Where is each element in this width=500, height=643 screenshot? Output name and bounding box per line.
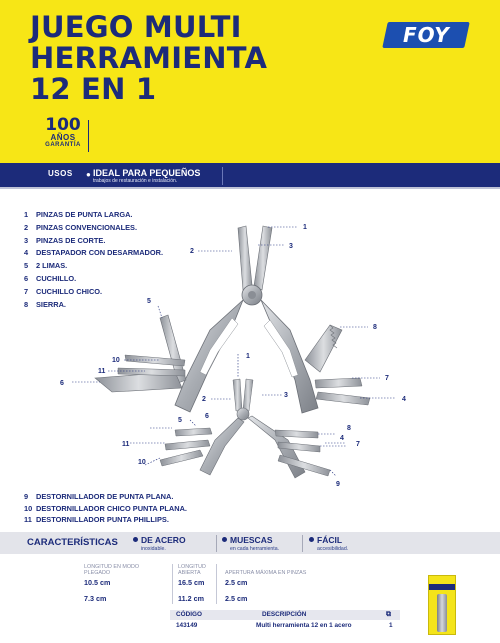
features-bar: CARACTERÍSTICAS DE ACERO inoxidable. MUESCAS en cada herramienta. FÁCIL accesibilidad. — [0, 532, 500, 554]
package-band — [429, 584, 455, 590]
callout-10-small: 10 — [138, 459, 146, 466]
spec-open-label: LONGITUD ABIERTA — [178, 564, 206, 576]
uses-description: trabajos de restauración e instalación. — [93, 178, 178, 184]
badge-divider — [88, 120, 89, 152]
callout-9-small: 9 — [336, 481, 340, 488]
list-item: 5 2 LIMAS. — [24, 261, 68, 271]
product-package-image — [428, 575, 456, 635]
spec-folded-value-2: 7.3 cm — [84, 594, 107, 603]
title-line-1: JUEGO MULTI — [30, 10, 242, 44]
bullet-icon — [133, 537, 138, 542]
uses-title: IDEAL PARA PEQUEÑOS — [93, 168, 201, 178]
spec-folded-value-1: 10.5 cm — [84, 578, 111, 587]
callout-3-small: 3 — [284, 392, 288, 399]
header-banner — [0, 0, 500, 165]
spec-jaw-label: APERTURA MÁXIMA EN PINZAS — [225, 570, 307, 576]
warranty-badge — [38, 117, 88, 148]
callout-5: 5 — [147, 298, 151, 305]
callout-6-small: 6 — [205, 413, 209, 420]
callout-4: 4 — [402, 396, 406, 403]
brand-name: FOY — [402, 23, 450, 47]
table-row — [170, 622, 400, 632]
list-item: 1 PINZAS DE PUNTA LARGA. — [24, 210, 133, 219]
list-item: 4 DESTAPADOR CON DESARMADOR. — [24, 248, 164, 258]
features-title: CARACTERÍSTICAS — [27, 537, 118, 548]
col-description: DESCRIPCIÓN — [262, 611, 307, 618]
callout-5-small: 5 — [178, 417, 182, 424]
list-item: 3 PINZAS DE CORTE. — [24, 235, 106, 245]
callout-4-small: 4 — [340, 435, 344, 442]
feature-divider — [216, 535, 217, 552]
callout-1-small: 1 — [246, 353, 250, 360]
warranty-sub: GARANTÍA — [45, 142, 81, 148]
list-item: 6 CUCHILLO. — [24, 273, 77, 283]
spec-open-value-1: 16.5 cm — [178, 578, 205, 587]
list-item: 2 PINZAS CONVENCIONALES. — [24, 222, 138, 232]
uses-shadow — [0, 187, 500, 189]
callout-10: 10 — [112, 357, 120, 364]
row-description: Multi herramienta 12 en 1 acero — [256, 622, 352, 629]
callout-2: 2 — [190, 248, 194, 255]
bullet-icon — [309, 537, 314, 542]
large-tool — [95, 226, 370, 413]
spec-folded-label: LONGITUD EN MODO PLEGADO — [84, 564, 140, 576]
list-item: 11 DESTORNILLADOR PUNTA PHILLIPS. — [24, 515, 169, 524]
col-code: CÓDIGO — [176, 611, 202, 618]
list-item: 9 DESTORNILLADOR DE PUNTA PLANA. — [24, 492, 174, 501]
uses-divider — [222, 167, 223, 185]
multitool-illustration — [55, 218, 435, 493]
callout-1: 1 — [303, 224, 307, 231]
uses-label: USOS — [48, 169, 73, 178]
list-item: 8 SIERRA. — [24, 299, 66, 309]
callout-11: 11 — [98, 368, 106, 375]
bullet-icon — [222, 537, 227, 542]
spec-jaw-value-2: 2.5 cm — [225, 594, 248, 603]
brand-logo — [382, 22, 470, 48]
callout-11-small: 11 — [122, 441, 130, 448]
parts-list-bottom — [24, 492, 187, 527]
callout-7: 7 — [385, 375, 389, 382]
list-item: 10 DESTORNILLADOR CHICO PUNTA PLANA. — [24, 503, 187, 513]
warranty-number: 100 — [45, 115, 81, 135]
spec-open-value-2: 11.2 cm — [178, 594, 204, 603]
feature-divider — [302, 535, 303, 552]
callout-8: 8 — [373, 324, 377, 331]
callout-7-small: 7 — [356, 441, 360, 448]
spec-divider — [216, 564, 217, 604]
callout-3: 3 — [289, 243, 293, 250]
spec-jaw-value-1: 2.5 cm — [225, 578, 248, 587]
spec-divider — [172, 564, 173, 604]
title-line-2: HERRAMIENTA — [30, 41, 268, 75]
list-item: 7 CUCHILLO CHICO. — [24, 286, 103, 296]
package-tool — [437, 594, 447, 632]
warranty-word: AÑOS — [50, 133, 76, 142]
callout-2-small: 2 — [202, 396, 206, 403]
callout-8-small: 8 — [347, 425, 351, 432]
callout-lines — [72, 227, 396, 476]
bullet-icon: ● — [86, 170, 91, 179]
callout-6: 6 — [60, 380, 64, 387]
row-qty: 1 — [389, 622, 393, 629]
product-table-header — [170, 610, 400, 620]
title-line-3: 12 EN 1 — [30, 72, 157, 106]
row-code: 143149 — [176, 622, 198, 629]
uses-bar — [0, 163, 500, 187]
box-icon: ⧉ — [386, 611, 391, 618]
product-title — [30, 12, 267, 105]
